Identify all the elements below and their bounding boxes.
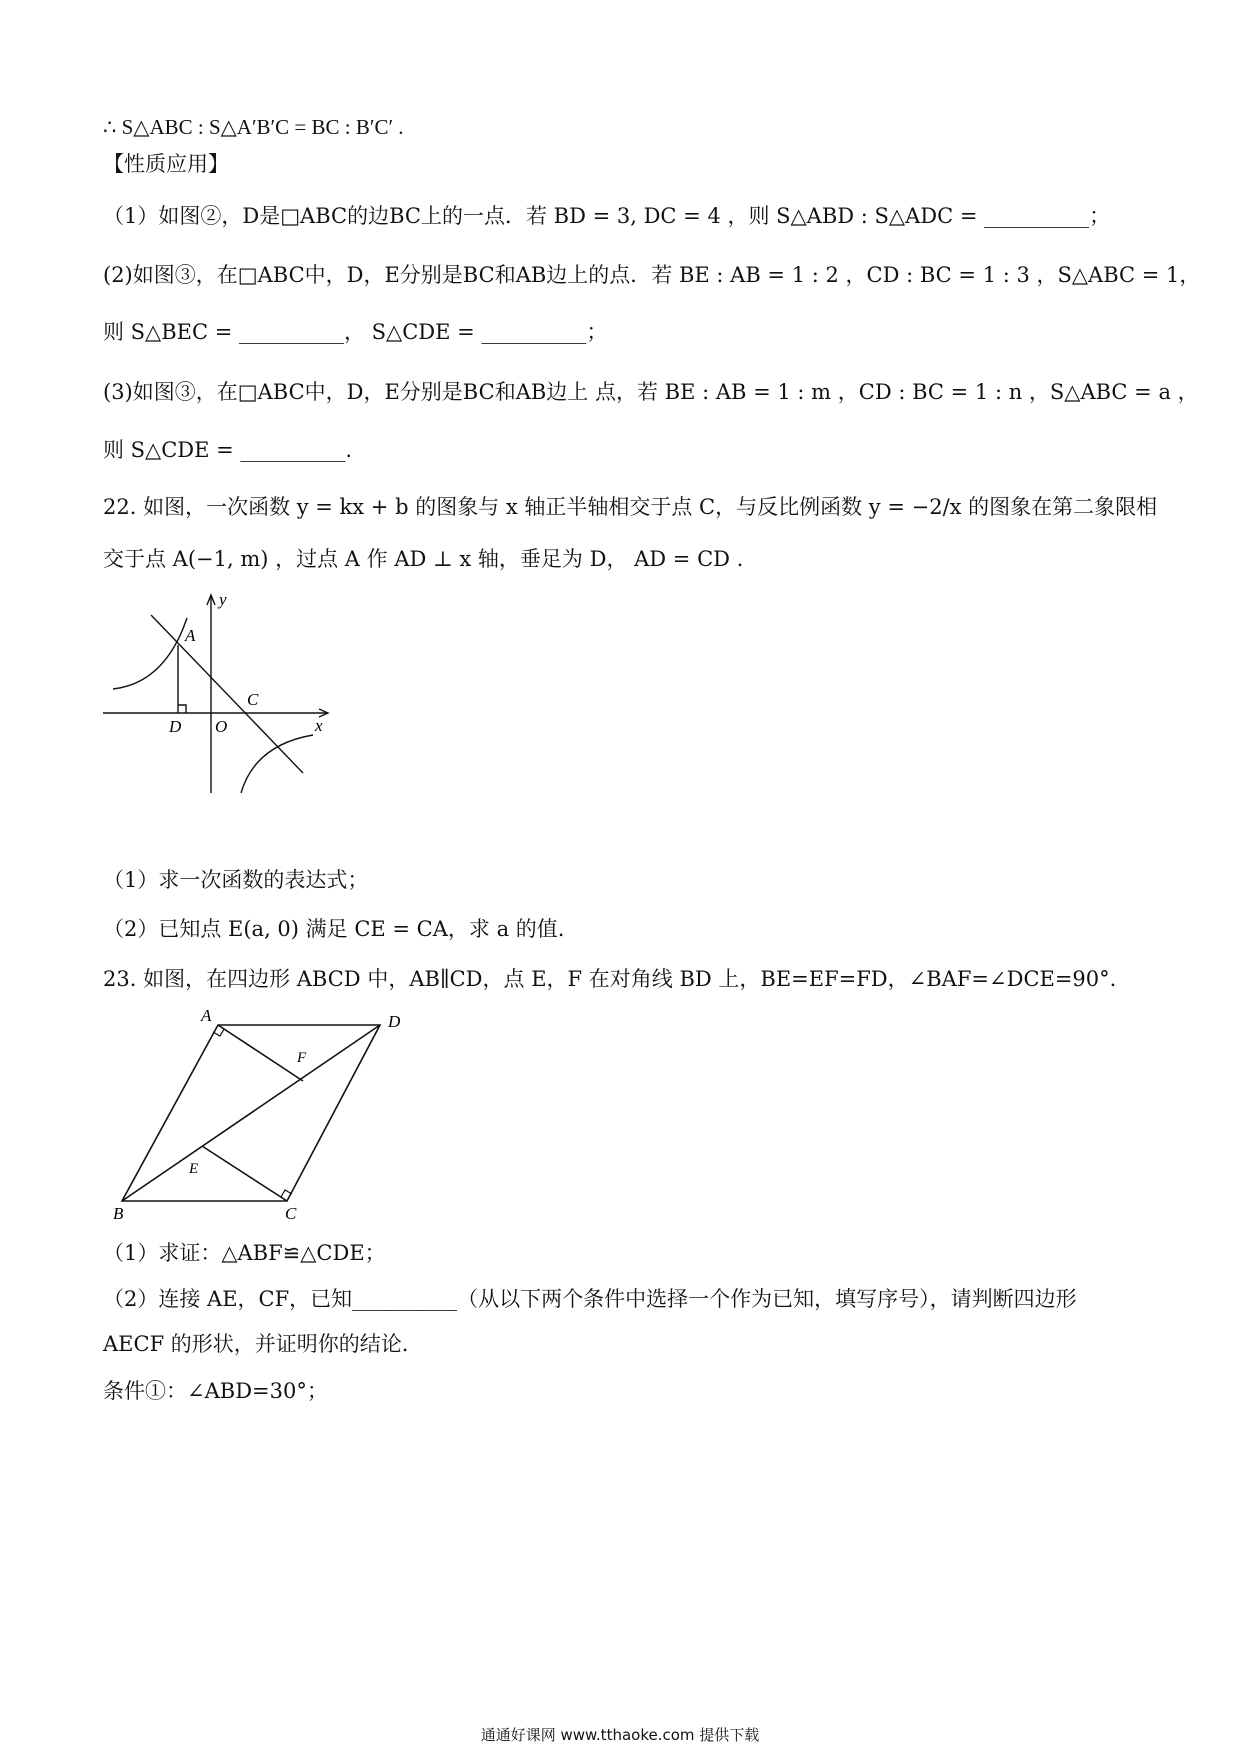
label-A: A [201, 1006, 212, 1025]
line-AC [151, 615, 303, 773]
hyperbola-branch-2 [113, 618, 187, 689]
figure-22 [95, 585, 345, 800]
right-angle-mark [178, 705, 186, 713]
label-D: D [388, 1012, 401, 1031]
segment-AF [218, 1025, 303, 1081]
conclusion-line: ∴ S△ABC : S△A′B′C = BC : B′C′ . [103, 115, 404, 139]
diagonal-BD [122, 1025, 380, 1201]
problem-23-line: 23. 如图，在四边形 ABCD 中，AB∥CD，点 E，F 在对角线 BD 上，BE=EF=FD，∠BAF=∠DCE=90°. [103, 967, 1117, 991]
section-heading: 【性质应用】 [103, 152, 229, 176]
question-line: 则 S△BEC = __________， S△CDE = __________； [103, 320, 608, 344]
hyperbola-branch-4 [241, 735, 313, 793]
label-C: C [285, 1204, 297, 1223]
segment-CE [202, 1146, 287, 1201]
label-y: y [219, 590, 227, 609]
label-D: D [169, 717, 182, 736]
problem-22-line: 22. 如图，一次函数 y = kx + b 的图象与 x 轴正半轴相交于点 C，与反比例函数 y = −2/x 的图象在第二象限相 [103, 495, 1158, 519]
figure-23 [105, 1005, 425, 1235]
label-E: E [189, 1161, 199, 1177]
question-line: 则 S△CDE = __________. [103, 438, 353, 462]
question-line: (3)如图③，在□ABC中，D，E分别是BC和AB边上 点，若 BE : AB = 1 : m ，CD : BC = 1 : n ，S△ABC = a ， [103, 380, 1199, 404]
problem-22-part2: （2）已知点 E(a, 0) 满足 CE = CA，求 a 的值. [103, 917, 565, 941]
question-line: （1）如图②，D是□ABC的边BC上的一点．若 BD = 3, DC = 4 ，则 S△ABD : S△ADC = __________； [103, 204, 1111, 228]
problem-23-part2: AECF 的形状，并证明你的结论. [103, 1332, 409, 1356]
label-A: A [185, 626, 196, 645]
label-O: O [215, 717, 228, 736]
label-B: B [113, 1204, 124, 1223]
label-x: x [315, 716, 323, 735]
problem-22-line: 交于点 A(−1, m) ，过点 A 作 AD ⊥ x 轴，垂足为 D， AD = CD . [103, 547, 744, 571]
problem-23-part2: （2）连接 AE，CF，已知__________（从以下两个条件中选择一个作为已知，填写序号），请判断四边形 [103, 1287, 1077, 1311]
question-line: (2)如图③，在□ABC中，D，E分别是BC和AB边上的点．若 BE : AB = 1 : 2 ，CD : BC = 1 : 3 ，S△ABC = 1， [103, 263, 1201, 287]
condition-1: 条件①：∠ABD=30°； [103, 1379, 328, 1403]
page-footer: 通通好课网 www.tthaoke.com 提供下载 [480, 1726, 760, 1744]
label-F: F [297, 1050, 307, 1066]
problem-23-part1: （1）求证：△ABF≌△CDE； [103, 1241, 386, 1265]
label-C: C [247, 690, 259, 709]
problem-22-part1: （1）求一次函数的表达式； [103, 868, 369, 892]
